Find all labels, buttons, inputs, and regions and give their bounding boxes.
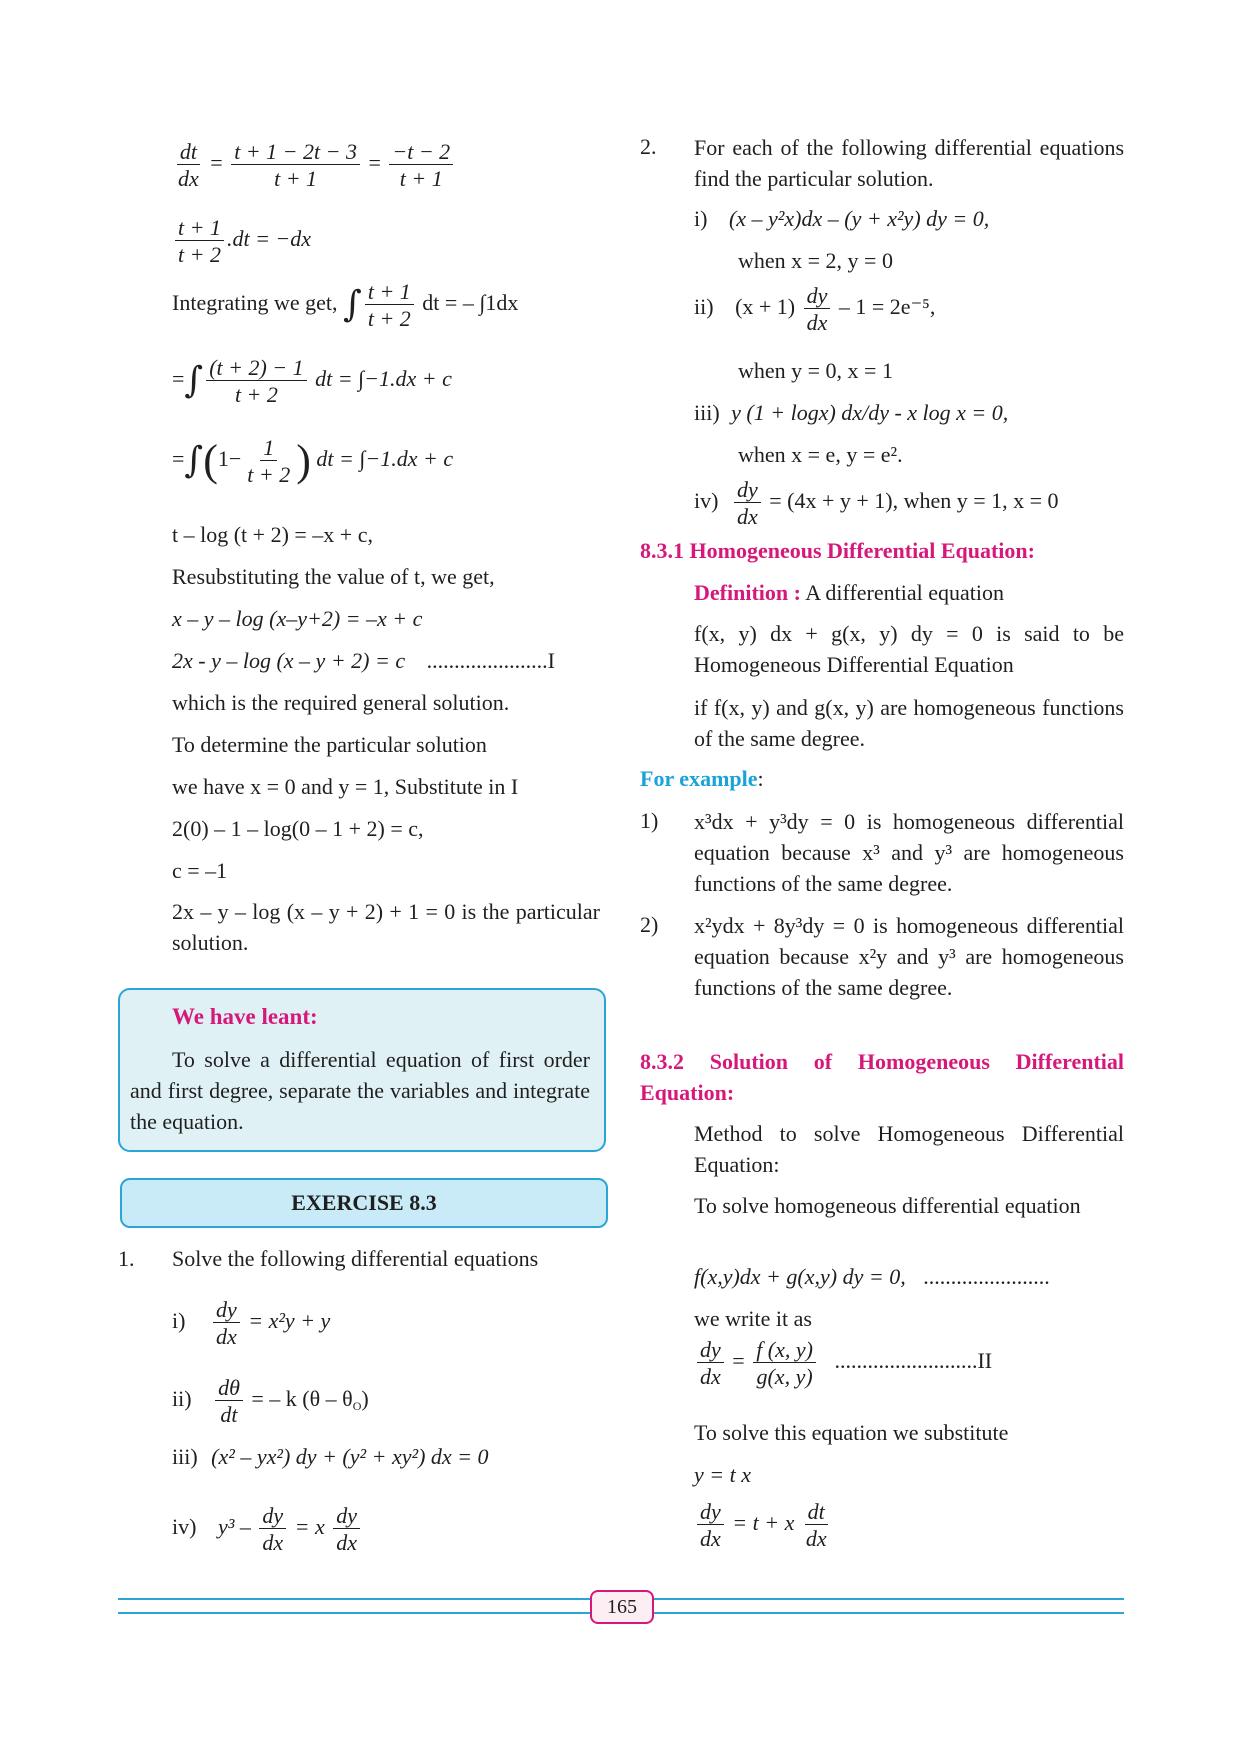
q2-item-i: i) (x – y²x)dx – (y + x²y) dy = 0, (694, 206, 990, 231)
text-line-12: we have x = 0 and y = 1, Substitute in I (172, 774, 519, 799)
equation-line-5: =∫(1− $\frac{1}{t + 2}$ ) dt = ∫−1.dx + c (172, 435, 454, 488)
equation-line-1: $\frac{dt}{dx}$ = $\frac{t + 1 - 2t - 3}{t + 1}$ = $\frac{-t - 2}{t + 1}$ (172, 140, 456, 190)
q2-item-ii-condition: when y = 0, x = 1 (738, 358, 893, 383)
q2-text: For each of the following differential equations find the particular solution. (694, 135, 1124, 191)
q2-item-iii: iii) y (1 + logx) dx/dy - x log x = 0, (694, 400, 1009, 425)
equation-line-2: $\frac{t + 1}{t + 2}$ .dt = −dx (172, 216, 311, 266)
q2-item-iv: iv) $\frac{dy}{dx}$ = (4x + y + 1), when y = 1, x = 0 (694, 477, 1059, 530)
text-line-13: 2(0) – 1 – log(0 – 1 + 2) = c, (172, 816, 424, 841)
exercise-q1-text: Solve the following differential equations (172, 1246, 539, 1271)
substitution-equation: y = t x (694, 1462, 751, 1487)
integral-sign: ∫ (343, 284, 362, 326)
text-line-6: t – log (t + 2) = –x + c, (172, 522, 373, 547)
exercise-item-ii: ii) $\frac{d\theta}{dt}$ = – k $(\theta - \theta_O)$ (172, 1375, 369, 1428)
example-1-number: 1) (640, 808, 659, 833)
to-solve-text: To solve homogeneous differential equation (694, 1193, 1081, 1218)
q2-item-ii: ii) (x + 1) $\frac{dy}{dx}$ – 1 = 2e⁻⁵, (694, 283, 936, 336)
text-line-11: To determine the particular solution (172, 732, 487, 757)
definition-line: Definition : A differential equation (694, 580, 1005, 605)
text-line-7: Resubstituting the value of t, we get, (172, 564, 495, 589)
derivative-equation: $\frac{dy}{dx}$ = t + x $\frac{dt}{dx}$ (694, 1500, 833, 1550)
exercise-banner: EXERCISE 8.3 (120, 1178, 608, 1228)
exercise-q1-number: 1. (118, 1246, 135, 1271)
section-8-3-1-heading: 8.3.1 Homogeneous Differential Equation: (640, 538, 1035, 563)
section-8-3-2-heading: 8.3.2 Solution of Homogeneous Differential Equation: (640, 1049, 1124, 1105)
exercise-item-i: i) $\frac{dy}{dx}$ = x²y + y (172, 1297, 331, 1350)
learn-body: To solve a differential equation of first order and first degree, separate the variables and integrate the equation. (130, 1047, 590, 1134)
equation-II: $\frac{dy}{dx}$ = $\frac{f (x, y)}{g(x, y)}$ ..........................II (694, 1338, 992, 1388)
write-it-as-text: we write it as (694, 1306, 812, 1331)
definition-equation: f(x, y) dx + g(x, y) dy = 0 is said to be Homogeneous Differential Equation (694, 621, 1124, 677)
example-1-text: x³dx + y³dy = 0 is homogeneous differential equation because x³ and y³ are homogeneous functions of the same degree. (694, 809, 1124, 896)
equation-line-3: Integrating we get, ∫ $\frac{t + 1}{t + 2}$ dt = – ∫1dx (172, 279, 519, 332)
homogeneous-equation: f(x,y)dx + g(x,y) dy = 0, ....................... (694, 1264, 1050, 1289)
example-2-text: x²ydx + 8y³dy = 0 is homogeneous differential equation because x²y and y³ are homogeneous functions of the same degree. (694, 913, 1124, 1000)
text-line-9: 2x - y – log (x – y + 2) = c ......................I (172, 648, 555, 673)
q2-item-i-condition: when x = 2, y = 0 (738, 248, 893, 273)
learn-box (118, 988, 606, 1152)
text-line-14: c = –1 (172, 858, 228, 883)
method-text: Method to solve Homogeneous Differential Equation: (694, 1121, 1124, 1177)
text-line-10: which is the required general solution. (172, 690, 510, 715)
exercise-item-iii: iii) (x² – yx²) dy + (y² + xy²) dx = 0 (172, 1444, 489, 1469)
q2-number: 2. (640, 134, 657, 159)
substitute-text: To solve this equation we substitute (694, 1420, 1009, 1445)
learn-title: We have leant: (172, 1004, 318, 1029)
equation-line-4: =∫ $\frac{(t + 2) - 1}{t + 2}$ dt = ∫−1.dx + c (172, 355, 452, 408)
text-line-15: 2x – y – log (x – y + 2) + 1 = 0 is the particular solution. (172, 899, 600, 955)
q2-item-iii-condition: when x = e, y = e². (738, 442, 903, 467)
example-heading: For example: (640, 766, 764, 791)
text-line-8: x – y – log (x–y+2) = –x + c (172, 606, 423, 631)
example-2-number: 2) (640, 912, 659, 937)
definition-condition: if f(x, y) and g(x, y) are homogeneous functions of the same degree. (694, 695, 1124, 751)
exercise-item-iv: iv) y³ – $\frac{dy}{dx}$ = x $\frac{dy}{dx}$ (172, 1504, 363, 1554)
page-number: 165 (590, 1590, 654, 1624)
